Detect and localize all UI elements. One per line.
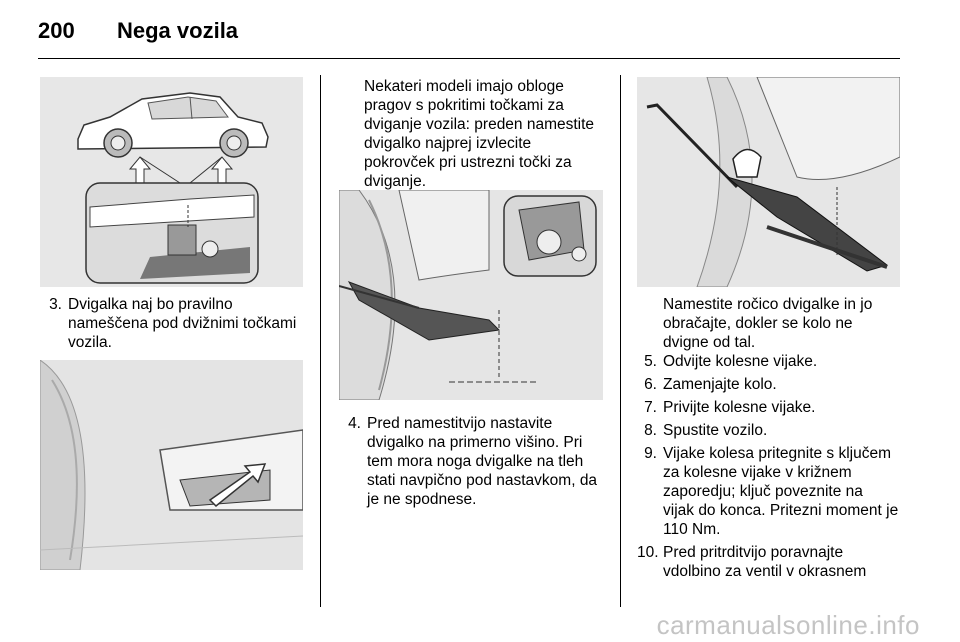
step-8-line: Spustite vozilo. [663,422,768,439]
step-5-line: Odvijte kolesne vijake. [663,353,818,370]
step-3-line: nameščena pod dvižnimi točkami [68,315,297,332]
step-4-line: je ne spodnese. [367,491,477,508]
step-9-line: 110 Nm. [663,521,721,538]
step-4-line: tem mora noga dvigalke na tleh [367,453,584,470]
step-3-line: Dvigalka naj bo pravilno [68,296,233,313]
figure-car-jacking-points [40,77,303,287]
figure-jack-positioning [339,190,603,400]
intro-line: pokrovček pri ustrezni točki za [364,154,572,171]
step-4-line: Pred namestitvijo nastavite [367,415,553,432]
step-3-number: 3. [49,296,62,313]
intro-line: dviganje. [364,173,427,190]
step-9-number: 9. [644,445,657,462]
watermark: carmanualsonline.info [656,610,920,640]
step-9-line: zaporedju; ključ poveznite na [663,483,863,500]
col3-intro [663,295,903,352]
col2-intro [364,77,609,191]
step-5-number: 5. [644,353,657,370]
intro-line: dvigne od tal. [663,334,756,351]
step-4-line: dvigalko na primerno višino. Pri [367,434,583,451]
step-4-number: 4. [348,415,361,432]
step-6-number: 6. [644,376,657,393]
column-divider-1 [320,75,321,607]
step-9-line: za kolesne vijake v križnem [663,464,852,481]
step-10-number: 10. [637,544,659,561]
intro-line: dvigalko najprej izvlecite [364,135,532,152]
intro-line: dviganje vozila: preden namestite [364,116,595,133]
step-7-line: Privijte kolesne vijake. [663,399,816,416]
step-4-line: stati navpično pod nastavkom, da [367,472,598,489]
step-6-line: Zamenjajte kolo. [663,376,777,393]
step-9-line: Vijake kolesa pritegnite s ključem [663,445,892,462]
column-divider-2 [620,75,621,607]
header-rule [38,58,900,59]
intro-line: obračajte, dokler se kolo ne [663,315,853,332]
step-10-line: Pred pritrditvijo poravnajte [663,544,844,561]
step-8-number: 8. [644,422,657,439]
intro-line: Nekateri modeli imajo obloge [364,78,564,95]
intro-line: Namestite ročico dvigalke in jo [663,296,873,313]
step-10-line: vdolbino za ventil v okrasnem [663,563,867,580]
step-3-line: vozila. [68,334,112,351]
figure-jack-crank [637,77,900,287]
page-number: 200 [38,18,75,43]
intro-line: pragov s pokritimi točkami za [364,97,564,114]
page-title: Nega vozila [117,18,239,43]
step-7-number: 7. [644,399,657,416]
step-9-line: vijak do konca. Pritezni moment je [663,502,899,519]
figure-sill-cover-removal [40,360,303,570]
